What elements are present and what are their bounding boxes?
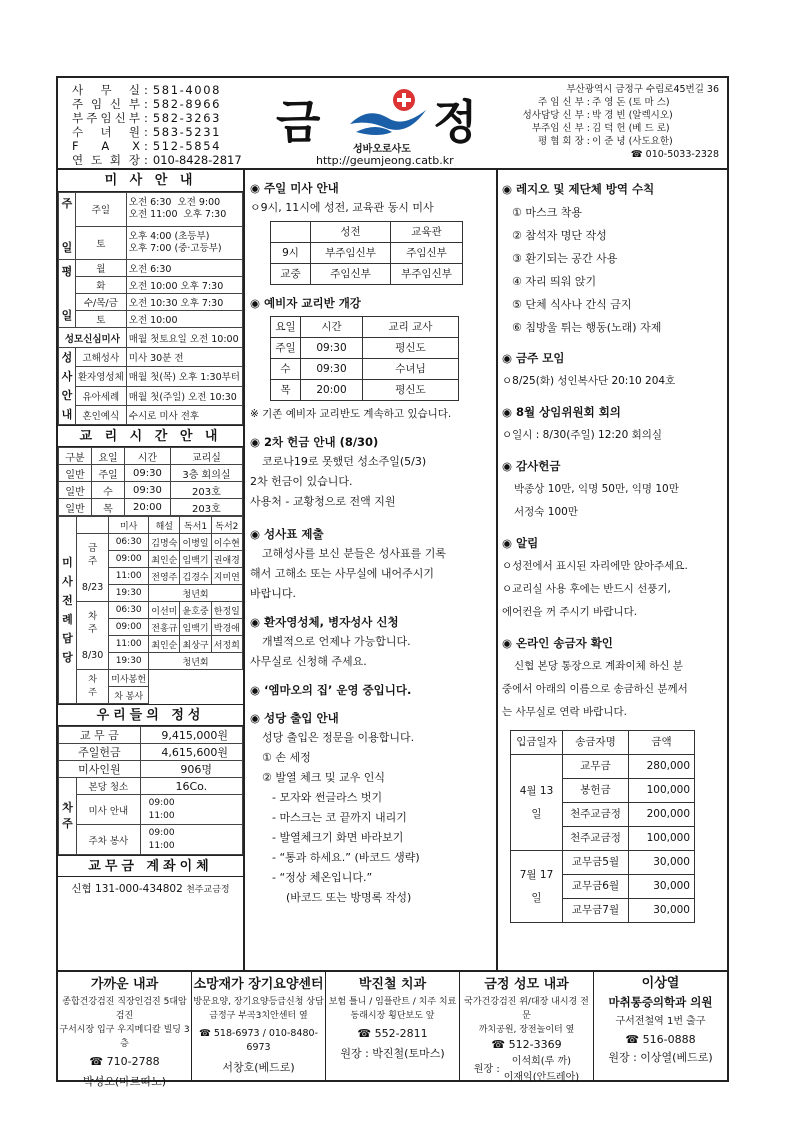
ad-owner: 원장 : 박진철(토마스) (340, 1047, 445, 1060)
cleaning-value: 16Co. (140, 778, 242, 795)
staff-label: 주 임 신 부 : (538, 97, 590, 108)
min-cell: 이수현 (211, 534, 242, 551)
tx-amount: 30,000 (629, 899, 695, 923)
mid-sec4-line: 고해성사를 보신 분들은 성사표를 기록 (262, 547, 447, 560)
contact-label: 연 도 회 장 (72, 153, 140, 167)
cat-cell: 09:30 (301, 338, 363, 359)
mass-day: 토 (75, 226, 126, 260)
sacrament-time: 미사 30분 전 (126, 348, 242, 367)
right-sec3-title: ◉ 8월 상임위원회 회의 (502, 405, 621, 419)
mid-sec7-line: 성당 출입은 정문을 이용합니다. (262, 731, 415, 744)
staff-label: 성사담당 신 부 : (522, 110, 590, 121)
min-cell: 11:00 (109, 568, 149, 585)
holy-hour-time: 매월 첫토요일 오전 10:00 (126, 328, 242, 348)
bulletin-page (56, 76, 729, 1088)
tx-amount: 30,000 (629, 851, 695, 875)
contact-value: 583-5231 (152, 125, 222, 139)
ad-name: 금정 성모 내과 (484, 977, 569, 992)
fin-value: 9,415,000원 (140, 727, 242, 744)
notice-line: 에어컨을 꺼 주시기 바랍니다. (502, 606, 638, 618)
ad-line: 동래시장 횡단보도 앞 (350, 1011, 435, 1021)
min-cell: 이병일 (180, 534, 211, 551)
tx-date: 4월 13일 (511, 755, 563, 851)
guide-label: 미사 안내 (77, 795, 141, 825)
middle-column (250, 178, 490, 908)
weekday-label: 평 일 (59, 260, 76, 328)
mid-sec5-line: 사무실로 신청해 주세요. (250, 655, 367, 668)
mid-sec5-line: 개별적으로 언제나 가능합니다. (262, 635, 411, 648)
tx-amount: 200,000 (629, 803, 695, 827)
mid-sec5-title: ◉ 환자영성체, 병자성사 신청 (250, 615, 399, 629)
loc-cell: 교중 (271, 264, 311, 285)
contact-row: 연 도 회 장 : 010-8428-2817 (72, 153, 242, 167)
col-header: 요일 (91, 448, 124, 465)
fin-label: 미사인원 (59, 761, 141, 778)
contact-label: F A X (72, 139, 140, 153)
cat-cell: 주일 (271, 338, 301, 359)
mass-day: 토 (75, 311, 126, 328)
account-info (58, 877, 243, 901)
thanks-line: 박종상 10만, 익명 50만, 익명 10만 (514, 483, 679, 495)
min-cell: 09:00 (109, 551, 149, 568)
holy-hour-label: 성모신심미사 (59, 328, 127, 348)
right-sec3-text: ㅇ일시 : 8/30(주일) 12:20 회의실 (502, 429, 663, 441)
mass-table (58, 192, 243, 425)
cleaning-label: 본당 청소 (77, 778, 141, 795)
mid-sec7-line: (바코드 또는 방명록 작성) (286, 891, 412, 904)
mid-sec1-title: ◉ 주일 미사 안내 (250, 181, 339, 195)
cat-cell: 일반 (59, 499, 92, 516)
min-cell: 06:30 (109, 534, 149, 551)
sacrament-label: 성 사 안 내 (59, 348, 76, 425)
tx-name: 교무금7월 (563, 899, 629, 923)
contact-label: 부 주 임 신 부 (72, 111, 140, 125)
contact-label: 주 임 신 부 (72, 97, 140, 111)
mass-times: 오전 10:00 오후 7:30 (126, 277, 242, 294)
week1-label: 금 주 8/23 (77, 534, 109, 602)
rule-item: ④ 자리 띄워 앉기 (512, 275, 597, 288)
mass-times: 오후 4:00 (초등부) 오후 7:00 (중·고등부) (126, 226, 242, 260)
bulletin-header (58, 78, 727, 170)
tx-amount: 100,000 (629, 827, 695, 851)
cat-cell: 목 (91, 499, 124, 516)
sunday-label: 주 일 (59, 193, 76, 260)
transfer-line: 신협 본당 통장으로 계좌이체 하신 분 (514, 660, 683, 672)
min-cell: 06:30 (109, 602, 149, 619)
title-right: 정 (433, 95, 478, 149)
ad-dental (326, 972, 460, 1080)
parking-times: 09:00 11:00 (140, 825, 242, 855)
col-header: 요일 (271, 317, 301, 338)
catechumen-table (270, 316, 459, 401)
ad-internal-medicine (460, 972, 594, 1083)
parish-logo (348, 84, 428, 139)
contact-row: 부 주 임 신 부 : 582-3263 (72, 111, 222, 125)
sacrament-time: 매월 첫(목) 오후 1:30부터 (126, 367, 242, 386)
loc-cell: 부주임신부 (311, 243, 391, 264)
ad-line: 까치공원, 장전놀이터 옆 (478, 1025, 575, 1035)
ministry-table (58, 516, 243, 704)
ministry-label: 미 사 전 례 담 당 (59, 517, 77, 704)
col-header: 시간 (124, 448, 170, 465)
mid-sec4-line: 바랍니다. (250, 587, 297, 600)
parking-label: 주차 봉사 (77, 825, 141, 855)
min-cell: 임백기 (180, 619, 211, 636)
ad-line: 구서전철역 1번 출구 (615, 1016, 706, 1027)
ad-owner: 박성오(마르띠노) (83, 1075, 166, 1088)
staff-value: 주 영 돈 (토 마 스) (592, 97, 670, 108)
column-divider (496, 170, 498, 970)
col-header: 미사 (109, 517, 149, 534)
ad-owner: 이석희(루 까) (511, 1056, 572, 1067)
sacrament-time: 매월 첫(주일) 오전 10:30 (126, 386, 242, 405)
mid-sec3-line: 2차 헌금이 있습니다. (250, 475, 353, 488)
mass-day: 월 (75, 260, 126, 277)
min-cell: 지미연 (211, 568, 242, 585)
col-header: 교육관 (391, 222, 463, 243)
staff-row (520, 135, 725, 148)
staff-row (520, 96, 725, 109)
fin-label: 주일헌금 (59, 744, 141, 761)
week2-date: 8/30 (81, 649, 104, 661)
mid-sec3-title: ◉ 2차 헌금 안내 (8/30) (250, 435, 379, 449)
staff-row (520, 109, 725, 122)
staff-label: 부주임 신 부 : (531, 123, 590, 134)
notice-line: ㅇ성전에서 표시된 자리에만 앉아주세요. (502, 560, 688, 572)
cat-cell: 수 (91, 482, 124, 499)
cat-cell: 20:00 (124, 499, 170, 516)
min-cell: 최상구 (180, 636, 211, 653)
cat-cell: 3층 회의실 (170, 465, 242, 482)
council-phone: ☎ 010-5033-2328 (630, 149, 719, 160)
sacrament-name: 유아세례 (75, 386, 126, 405)
right-sec6-title: ◉ 온라인 송금자 확인 (502, 636, 613, 650)
mid-sec7-line: - 마스크는 코 끝까지 내리기 (272, 811, 407, 824)
mass-day: 화 (75, 277, 126, 294)
min-cell: 전홍규 (149, 619, 180, 636)
rule-item: ① 마스크 착용 (512, 206, 582, 219)
mid-sec7-line: - “정상 체온입니다.” (272, 871, 373, 884)
mid-sec7-line: ① 손 세정 (262, 751, 311, 764)
ad-tel: ☎ 710-2788 (89, 1055, 160, 1068)
transfer-table (510, 730, 695, 923)
ad-owner: 서창호(베드로) (222, 1061, 295, 1074)
staff-label: 평 협 회 장 : (538, 136, 590, 147)
contact-row: F A X : 512-5854 (72, 139, 222, 153)
ad-name: 박진철 치과 (358, 977, 427, 992)
cat-cell: 09:30 (301, 359, 363, 380)
notice-line: ㅇ교리실 사용 후에는 반드시 선풍기, (502, 583, 671, 595)
mid-sec7-line: ② 발열 체크 및 교우 인식 (262, 771, 385, 784)
col-header: 성전 (311, 222, 391, 243)
ad-line: 구서시장 입구 우지메디칼 빌딩 3층 (59, 1025, 190, 1049)
ad-tel: ☎ 512-3369 (491, 1038, 562, 1051)
staff-value: 김 덕 헌 (베 드 로) (592, 123, 670, 134)
mid-sec7-line: - 발열체크기 화면 바라보기 (272, 831, 404, 844)
fin-value: 4,615,600원 (140, 744, 242, 761)
loc-cell: 9시 (271, 243, 311, 264)
ad-pain-clinic (594, 972, 727, 1080)
mid-sec7-title: ◉ 성당 출입 안내 (250, 711, 339, 725)
contact-row: 주 임 신 부 : 582-8966 (72, 97, 222, 111)
fin-value: 906명 (140, 761, 242, 778)
week2-label: 차 주 8/30 (77, 602, 109, 670)
min-cell: 09:00 (109, 619, 149, 636)
min-cell: 한정일 (211, 602, 242, 619)
tx-name: 천주교금정 (563, 803, 629, 827)
sacrament-name: 고해성사 (75, 348, 126, 367)
ad-tel: ☎ 516-0888 (625, 1033, 696, 1046)
right-sec2-text: ㅇ8/25(화) 성인복사단 20:10 204호 (502, 375, 676, 387)
mass-day: 주일 (75, 193, 126, 227)
min-cell: 권애경 (211, 551, 242, 568)
contact-value: 582-3263 (152, 111, 222, 125)
next-label: 차 주 (77, 670, 109, 704)
ad-name: 이상열 (641, 976, 680, 991)
ad-line: 금정구 부곡3치안센터 옆 (209, 1011, 308, 1021)
week1-date: 8/23 (81, 581, 104, 593)
mass-title: 미 사 안 내 (58, 170, 243, 192)
contact-value: 512-5854 (152, 139, 222, 153)
advertisements (58, 970, 727, 1088)
finance-title: 우리들의 정성 (58, 704, 243, 726)
cat-cell: 09:30 (124, 465, 170, 482)
ad-line: 종합건강검진 직장인검진 5대암검진 (62, 997, 187, 1021)
tx-name: 교무금 (563, 755, 629, 779)
contact-row: 사 무 실 : 581-4008 (72, 83, 222, 97)
min-cell: 19:30 (109, 653, 149, 670)
tx-amount: 100,000 (629, 779, 695, 803)
mid-sec2-title: ◉ 예비자 교리반 개강 (250, 296, 361, 310)
min-cell: 김경수 (180, 568, 211, 585)
min-cell: 임백기 (180, 551, 211, 568)
contact-row: 수 녀 원 : 583-5231 (72, 125, 222, 139)
mid-sec3-line: 사용처 - 교황청으로 전액 지원 (250, 495, 396, 508)
loc-cell: 주임신부 (391, 243, 463, 264)
tx-amount: 30,000 (629, 875, 695, 899)
cat-cell: 일반 (59, 465, 92, 482)
ad-owner: 이재익(안드레아) (503, 1072, 580, 1083)
right-column (502, 178, 724, 923)
sacrament-name: 혼인예식 (75, 405, 126, 424)
transfer-line: 중에서 아래의 이름으로 송금하신 분께서 (502, 683, 688, 695)
ad-line: 보험 틀니 / 임플란트 / 치주 치료 (328, 997, 457, 1007)
tx-name: 천주교금정 (563, 827, 629, 851)
col-header: 입금일자 (511, 731, 563, 755)
catechism-title: 교 리 시 간 안 내 (58, 425, 243, 447)
cat-cell: 주일 (91, 465, 124, 482)
offering-service: 미사봉헌 (109, 670, 149, 687)
col-header: 해설 (149, 517, 180, 534)
min-cell: 박경애 (211, 619, 242, 636)
tx-amount: 280,000 (629, 755, 695, 779)
title-left: 금 (276, 95, 321, 149)
mid-sec4-line: 해서 고해소 또는 사무실에 내어주시기 (250, 567, 435, 580)
rule-item: ⑥ 침방울 튀는 행동(노래) 자제 (512, 321, 662, 334)
min-cell: 청년회 (149, 585, 243, 602)
cat-cell: 목 (271, 380, 301, 401)
mid-sec7-line: - “통과 하세요.” (바코드 생략) (272, 851, 420, 864)
mass-times: 오전 6:30 (126, 260, 242, 277)
thanks-line: 서정숙 100만 (514, 506, 578, 518)
right-sec2-title: ◉ 금주 모임 (502, 351, 565, 365)
min-cell: 서정희 (211, 636, 242, 653)
col-header: 독서1 (180, 517, 211, 534)
rule-item: ⑤ 단체 식사나 간식 금지 (512, 298, 632, 311)
account-holder: 천주교금정 (186, 885, 230, 895)
website-url[interactable]: http://geumjeong.catb.kr (316, 154, 454, 167)
col-header: 송금자명 (563, 731, 629, 755)
ad-line: 방문요양, 장기요양등급신청 상담 (193, 997, 324, 1007)
staff-value: 박 경 빈 (알렉시오) (592, 110, 673, 121)
finance-table (58, 726, 243, 855)
account-title: 교무금 계좌이체 (58, 855, 243, 877)
col-header: 시간 (301, 317, 363, 338)
min-cell: 19:30 (109, 585, 149, 602)
col-header: 독서2 (211, 517, 242, 534)
mid-sec3-line: 코로나19로 못했던 성소주일(5/3) (262, 455, 427, 468)
min-cell: 최인순 (149, 636, 180, 653)
contact-value: 010-8428-2817 (152, 153, 242, 167)
office-contacts (72, 83, 242, 167)
mass-times: 오전 10:00 (126, 311, 242, 328)
tx-name: 교무금5월 (563, 851, 629, 875)
guide-times: 09:00 11:00 (140, 795, 242, 825)
transfer-line: 는 사무실로 연락 바랍니다. (502, 706, 627, 718)
tea-service: 차 봉사 (109, 687, 149, 704)
col-header: 금액 (629, 731, 695, 755)
left-column (58, 170, 243, 901)
sacrament-name: 환자영성체 (75, 367, 126, 386)
loc-cell: 주임신부 (311, 264, 391, 285)
sacrament-time: 수시로 미사 전후 (126, 405, 242, 424)
ad-owner-label: 원장 : (473, 1064, 500, 1075)
catechism-table (58, 447, 243, 516)
cat-cell: 20:00 (301, 380, 363, 401)
right-sec4-title: ◉ 감사헌금 (502, 459, 561, 473)
ad-name-2: 마취통증의학과 의원 (608, 995, 713, 1009)
mass-location-table (270, 221, 463, 285)
contact-value: 581-4008 (152, 83, 222, 97)
cat-cell: 수녀님 (363, 359, 459, 380)
col-header: 교리실 (170, 448, 242, 465)
duty-label: 차 주 (59, 778, 77, 855)
tx-name: 봉헌금 (563, 779, 629, 803)
ad-name: 가까운 내과 (90, 977, 159, 992)
tx-name: 교무금6월 (563, 875, 629, 899)
rule-item: ③ 환기되는 공간 사용 (512, 252, 618, 265)
rule-item: ② 참석자 명단 작성 (512, 229, 607, 242)
parish-address: 부산광역시 금정구 수림로45번길 36 (566, 84, 719, 95)
col-header: 교리 교사 (363, 317, 459, 338)
right-sec5-title: ◉ 알림 (502, 536, 539, 550)
mass-times: 오전 10:30 오후 7:30 (126, 294, 242, 311)
contact-label: 사 무 실 (72, 83, 140, 97)
ad-tel: ☎ 518-6973 / 010-8480-6973 (199, 1028, 318, 1053)
cat-cell: 수 (271, 359, 301, 380)
col-header: 구분 (59, 448, 92, 465)
staff-row (520, 122, 725, 135)
min-cell: 청년회 (149, 653, 243, 670)
cat-cell: 평신도 (363, 338, 459, 359)
min-cell: 11:00 (109, 636, 149, 653)
contact-label: 수 녀 원 (72, 125, 140, 139)
mass-day: 수/목/금 (75, 294, 126, 311)
fin-label: 교 무 금 (59, 727, 141, 744)
ad-clinic-internal (58, 972, 192, 1088)
mid-sec6-title: ◉ ‘엠마오의 집’ 운영 중입니다. (250, 683, 412, 697)
right-sec1-title: ◉ 레지오 및 제단체 방역 수칙 (502, 182, 655, 196)
parish-staff (520, 83, 725, 161)
account-number: 신협 131-000-434802 (71, 883, 183, 895)
min-cell: 최인순 (149, 551, 180, 568)
cat-cell: 일반 (59, 482, 92, 499)
ad-tel: ☎ 552-2811 (357, 1027, 428, 1040)
ad-owners (460, 1054, 593, 1086)
mass-times: 오전 6:30 오전 9:00 오전 11:00 오후 7:30 (126, 193, 242, 227)
tx-date: 7월 17일 (511, 851, 563, 923)
mid-sec2-note: ※ 기존 예비자 교리반도 계속하고 있습니다. (250, 408, 452, 420)
ad-care-center (192, 972, 326, 1080)
contact-value: 582-8966 (152, 97, 222, 111)
cat-cell: 평신도 (363, 380, 459, 401)
min-cell: 윤호중 (180, 602, 211, 619)
min-cell: 이선미 (149, 602, 180, 619)
ad-owner: 원장 : 이상열(베드로) (608, 1051, 713, 1064)
cat-cell: 09:30 (124, 482, 170, 499)
ad-line: 국가건강검진 위/대장 내시경 전문 (464, 997, 589, 1021)
mid-sec7-line: - 모자와 썬글라스 벗기 (272, 791, 383, 804)
column-divider (243, 170, 245, 970)
loc-cell: 부주임신부 (391, 264, 463, 285)
cat-cell: 203호 (170, 482, 242, 499)
mid-sec4-title: ◉ 성사표 제출 (250, 527, 324, 541)
cat-cell: 203호 (170, 499, 242, 516)
min-cell: 전영주 (149, 568, 180, 585)
ad-name: 소망재가 장기요양센터 (193, 977, 324, 992)
min-cell: 김명숙 (149, 534, 180, 551)
mid-sec1-text: ㅇ9시, 11시에 성전, 교육관 동시 미사 (250, 201, 434, 214)
logo-text: 성바오로사도 (353, 144, 411, 155)
staff-value: 이 준 녕 (사도요한) (592, 136, 673, 147)
